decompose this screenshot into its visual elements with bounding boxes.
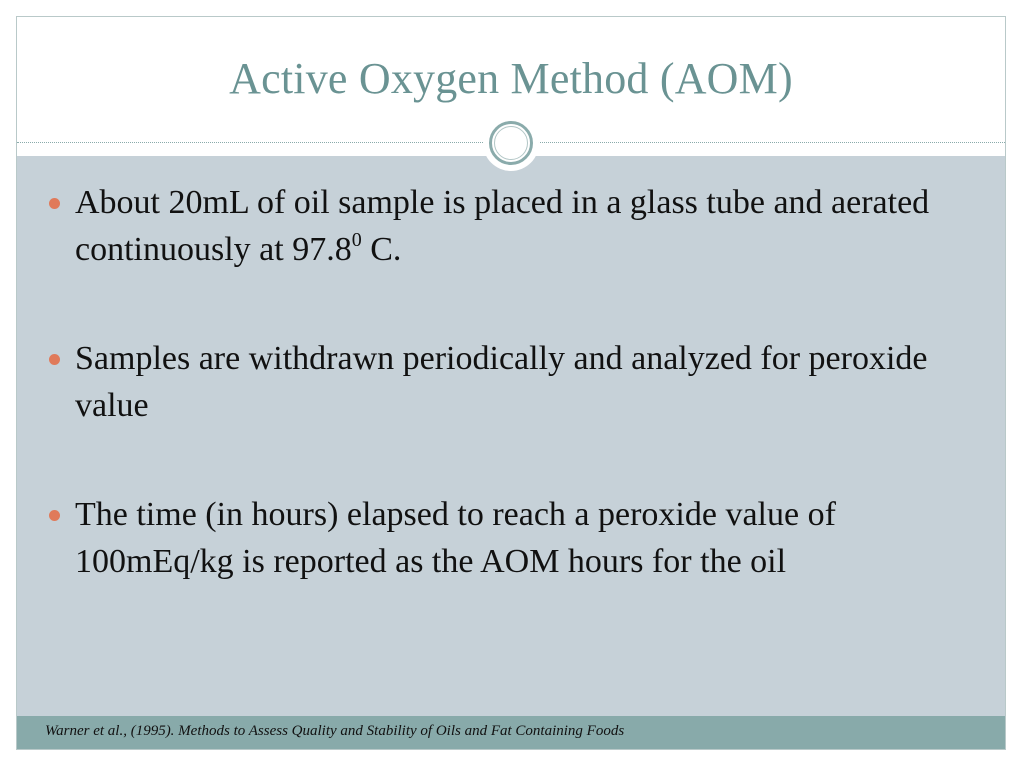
- ornament-inner-ring: [494, 126, 528, 160]
- citation-text: Warner et al., (1995). Methods to Assess Quality and Stability of Oils and Fat Containing Foods: [45, 723, 625, 739]
- citation-footer: [17, 716, 1005, 750]
- bullet-list: [47, 179, 977, 647]
- bullet-item: [47, 179, 977, 273]
- bullet-text: About 20mL of oil sample is placed in a glass tube and aerated continuously at 97.8: [75, 184, 930, 268]
- bullet-dot-icon: [49, 354, 60, 365]
- slide-title: Active Oxygen Method (AOM): [229, 54, 793, 103]
- bullet-superscript: 0: [351, 229, 362, 251]
- bullet-suffix: C.: [361, 231, 402, 268]
- bullet-text: The time (in hours) elapsed to reach a peroxide value of 100mEq/kg is reported as the AOM hours for the oil: [75, 496, 836, 580]
- slide: [16, 16, 1006, 750]
- bullet-item: [47, 335, 977, 429]
- bullet-text: Samples are withdrawn periodically and analyzed for peroxide value: [75, 340, 928, 424]
- bullet-dot-icon: [49, 510, 60, 521]
- bullet-item: [47, 491, 977, 585]
- bullet-dot-icon: [49, 198, 60, 209]
